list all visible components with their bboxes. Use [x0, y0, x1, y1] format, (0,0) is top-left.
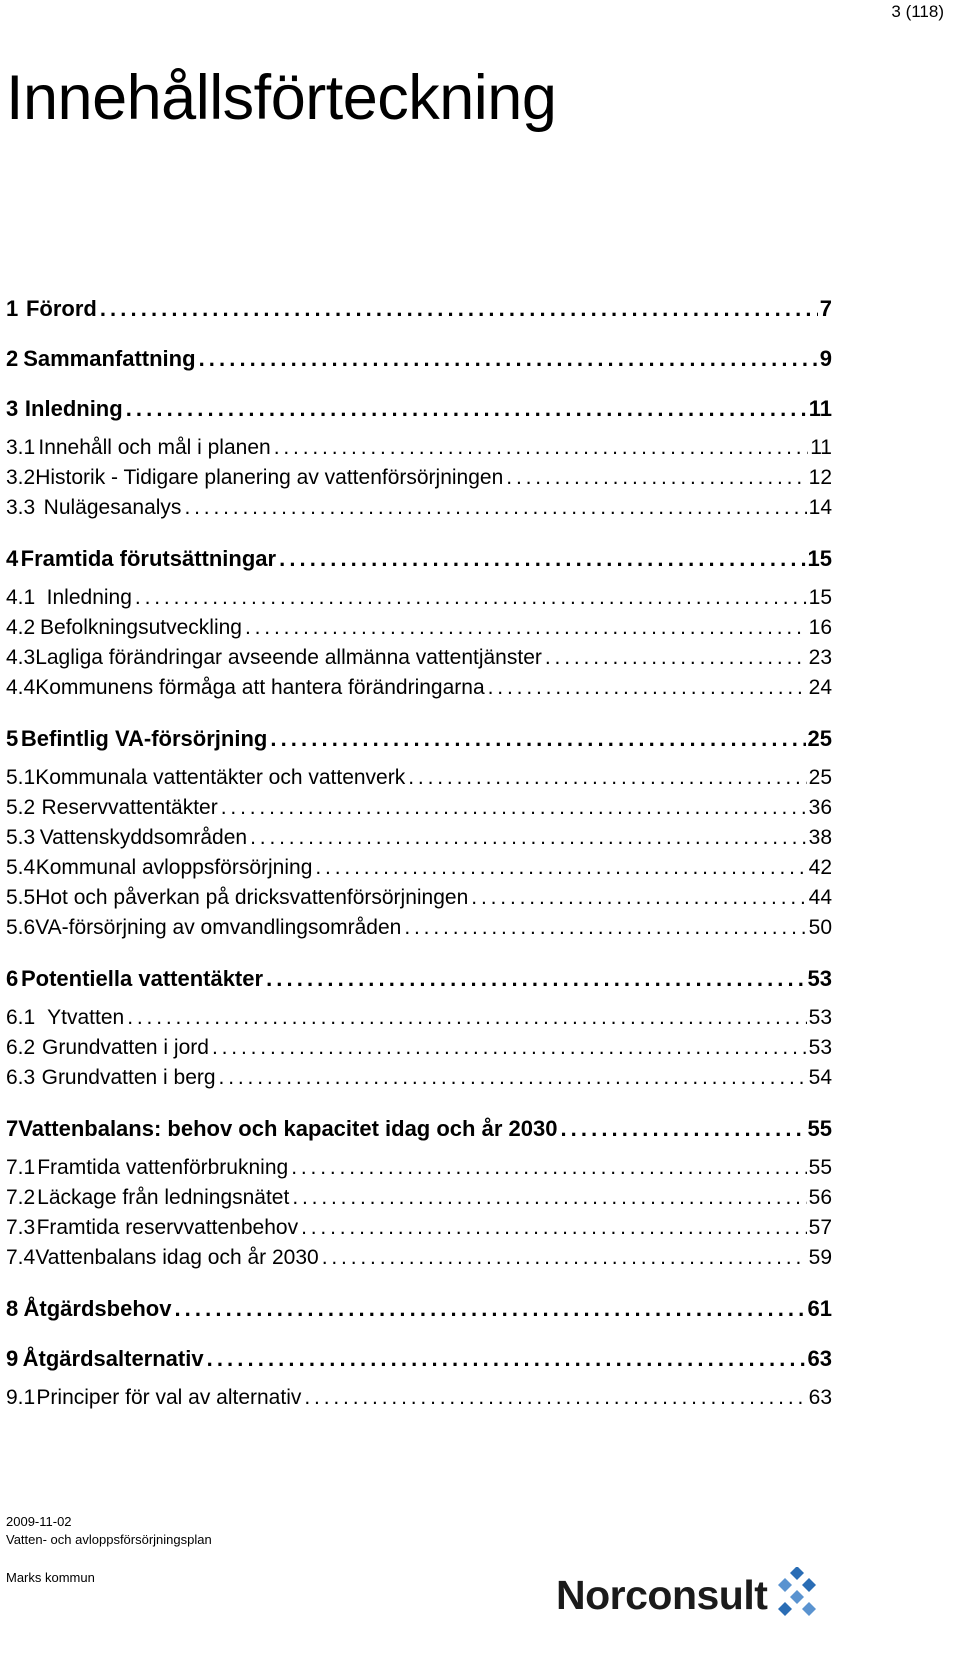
toc-chapter-entry[interactable]: [6, 965, 832, 993]
toc-entry-number: 4.2: [6, 616, 36, 639]
toc-entry-title: Inledning: [24, 396, 123, 421]
toc-dot-leader: [270, 725, 805, 753]
toc-section-entry[interactable]: [6, 613, 832, 643]
logo-diamond-icon: [771, 1567, 823, 1619]
footer-client: Marks kommun: [6, 1570, 95, 1585]
toc-dot-leader: [219, 1063, 807, 1093]
toc-dot-leader: [560, 1115, 805, 1143]
toc-entry-page: 50: [808, 916, 832, 939]
toc-entry-page: 53: [807, 966, 832, 991]
toc-entry-page: 57: [808, 1216, 832, 1239]
toc-entry-number: 6: [6, 966, 19, 991]
toc-dot-leader: [100, 295, 818, 323]
toc-entry-page: 9: [819, 346, 832, 371]
toc-dot-leader: [322, 1243, 807, 1273]
toc-dot-leader: [221, 793, 807, 823]
toc-entry-page: 42: [808, 856, 832, 879]
toc-dot-leader: [212, 1033, 807, 1063]
toc-entry-title: Befintlig VA-försörjning: [20, 726, 268, 751]
toc-dot-leader: [404, 913, 806, 943]
toc-dot-leader: [315, 853, 806, 883]
toc-entry-title: Kommunala vattentäkter och vattenverk: [35, 766, 406, 789]
toc-entry-page: 54: [808, 1066, 832, 1089]
page-number: 3 (118): [891, 2, 944, 21]
toc-entry-title: Principer för val av alternativ: [36, 1386, 302, 1409]
toc-entry-title: Historik - Tidigare planering av vattenförsörjningen: [35, 466, 504, 489]
toc-dot-leader: [471, 883, 806, 913]
toc-entry-page: 53: [808, 1036, 832, 1059]
toc-entry-page: 15: [807, 546, 832, 571]
toc-dot-leader: [274, 433, 809, 463]
toc-entry-page: 44: [808, 886, 832, 909]
toc-entry-page: 25: [807, 726, 832, 751]
toc-entry-title: Grundvatten i jord: [42, 1036, 209, 1059]
toc-section-entry[interactable]: [6, 883, 832, 913]
logo-diamond-shape: [790, 1590, 804, 1604]
toc-entry-page: 7: [819, 296, 832, 321]
toc-section-entry[interactable]: [6, 493, 832, 523]
toc-entry-number: 5.6: [6, 916, 36, 939]
toc-entry-title: Sammanfattning: [23, 346, 196, 371]
toc-entry-page: 16: [808, 616, 832, 639]
toc-section-entry[interactable]: [6, 673, 832, 703]
toc-entry-page: 61: [807, 1296, 832, 1321]
toc-entry-number: 9: [6, 1346, 19, 1371]
toc-entry-number: 5.3: [6, 826, 36, 849]
toc-section-entry[interactable]: [6, 1003, 832, 1033]
toc-entry-number: 6.3: [6, 1066, 36, 1089]
toc-section-entry[interactable]: [6, 433, 832, 463]
toc-entry-number: 4.3: [6, 646, 36, 669]
toc-chapter-entry[interactable]: [6, 1345, 832, 1373]
toc-entry-title: Befolkningsutveckling: [40, 616, 242, 639]
toc-section-entry[interactable]: [6, 823, 832, 853]
toc-chapter-entry[interactable]: [6, 395, 832, 423]
toc-section-entry[interactable]: [6, 463, 832, 493]
toc-dot-leader: [301, 1213, 807, 1243]
toc-entry-number: 9.1: [6, 1386, 36, 1409]
toc-entry-number: 6.2: [6, 1036, 36, 1059]
logo-diamond-shape: [790, 1567, 804, 1580]
toc-entry-page: 36: [808, 796, 832, 819]
toc-entry-number: 7.1: [6, 1156, 36, 1179]
toc-entry-title: Framtida vattenförbrukning: [37, 1156, 289, 1179]
toc-chapter-entry[interactable]: [6, 725, 832, 753]
toc-entry-title: Grundvatten i berg: [41, 1066, 216, 1089]
toc-entry-page: 11: [810, 436, 832, 459]
toc-dot-leader: [408, 763, 806, 793]
toc-dot-leader: [127, 1003, 806, 1033]
table-of-contents: [6, 295, 832, 1413]
toc-entry-title: Kommunens förmåga att hantera förändringarna: [35, 676, 485, 699]
logo-wordmark: Norconsult: [556, 1572, 768, 1618]
toc-entry-title: Reservvattentäkter: [41, 796, 218, 819]
logo-diamond-shape: [778, 1602, 792, 1616]
toc-chapter-entry[interactable]: [6, 345, 832, 373]
toc-chapter-entry[interactable]: [6, 1295, 832, 1323]
logo-diamond-shape: [778, 1578, 792, 1592]
toc-entry-title: Kommunal avloppsförsörjning: [35, 856, 313, 879]
toc-entry-page: 59: [808, 1246, 832, 1269]
toc-entry-title: Förord: [25, 296, 97, 321]
toc-section-entry[interactable]: [6, 1033, 832, 1063]
toc-entry-page: 55: [807, 1116, 832, 1141]
norconsult-logo: [556, 1572, 767, 1619]
toc-entry-page: 56: [808, 1186, 832, 1209]
toc-entry-number: 7.4: [6, 1246, 36, 1269]
toc-dot-leader: [199, 345, 818, 373]
toc-chapter-entry[interactable]: [6, 295, 832, 323]
toc-dot-leader: [184, 493, 806, 523]
toc-dot-leader: [174, 1295, 805, 1323]
toc-entry-number: 7.2: [6, 1186, 36, 1209]
toc-entry-title: Läckage från ledningsnätet: [37, 1186, 290, 1209]
page-title: Innehållsförteckning: [6, 63, 557, 133]
toc-entry-page: 14: [808, 496, 832, 519]
toc-section-entry[interactable]: [6, 913, 832, 943]
footer-date: 2009-11-02: [6, 1514, 72, 1529]
toc-entry-title: Vattenskyddsområden: [39, 826, 248, 849]
footer-document-title: Vatten- och avloppsförsörjningsplan: [6, 1532, 212, 1547]
toc-section-entry[interactable]: [6, 853, 832, 883]
toc-entry-number: 7: [6, 1116, 19, 1141]
toc-dot-leader: [126, 395, 807, 423]
toc-chapter-entry[interactable]: [6, 545, 832, 573]
toc-dot-leader: [292, 1183, 806, 1213]
toc-dot-leader: [545, 643, 807, 673]
toc-entry-number: 3: [6, 396, 19, 421]
toc-entry-page: 23: [808, 646, 832, 669]
toc-section-entry[interactable]: [6, 1183, 832, 1213]
toc-dot-leader: [279, 545, 805, 573]
toc-entry-title: Åtgärdsalternativ: [22, 1346, 204, 1371]
toc-section-entry[interactable]: [6, 1063, 832, 1093]
toc-dot-leader: [488, 673, 807, 703]
toc-entry-page: 25: [808, 766, 832, 789]
toc-entry-number: 6.1: [6, 1006, 36, 1029]
toc-entry-title: Potentiella vattentäkter: [20, 966, 264, 991]
toc-entry-number: 5.5: [6, 886, 36, 909]
toc-entry-title: Innehåll och mål i planen: [38, 436, 271, 459]
toc-dot-leader: [250, 823, 807, 853]
toc-entry-title: Framtida förutsättningar: [20, 546, 277, 571]
toc-entry-title: Vattenbalans idag och år 2030: [35, 1246, 319, 1269]
toc-dot-leader: [304, 1383, 806, 1413]
toc-entry-title: Inledning: [46, 586, 132, 609]
toc-entry-number: 3.3: [6, 496, 36, 519]
toc-entry-number: 5: [6, 726, 19, 751]
toc-dot-leader: [266, 965, 805, 993]
toc-entry-page: 11: [808, 396, 832, 421]
toc-entry-number: 3.2: [6, 466, 36, 489]
toc-entry-number: 4.4: [6, 676, 36, 699]
toc-section-entry[interactable]: [6, 643, 832, 673]
toc-entry-title: Åtgärdsbehov: [23, 1296, 172, 1321]
toc-dot-leader: [506, 463, 806, 493]
toc-entry-title: VA-försörjning av omvandlingsområden: [35, 916, 402, 939]
toc-section-entry[interactable]: [6, 1213, 832, 1243]
logo-diamond-shape: [802, 1602, 816, 1616]
toc-entry-page: 55: [808, 1156, 832, 1179]
toc-entry-title: Lagliga förändringar avseende allmänna vattentjänster: [35, 646, 542, 669]
toc-entry-number: 3.1: [6, 436, 36, 459]
toc-dot-leader: [207, 1345, 806, 1373]
toc-entry-number: 4: [6, 546, 19, 571]
toc-section-entry[interactable]: [6, 793, 832, 823]
toc-section-entry[interactable]: [6, 583, 832, 613]
toc-entry-title: Hot och påverkan på dricksvattenförsörjningen: [35, 886, 469, 909]
toc-entry-page: 24: [808, 676, 832, 699]
toc-chapter-entry[interactable]: [6, 1115, 832, 1143]
toc-entry-title: Ytvatten: [47, 1006, 125, 1029]
toc-entry-title: Framtida reservvattenbehov: [36, 1216, 299, 1239]
toc-entry-number: 4.1: [6, 586, 36, 609]
toc-entry-page: 15: [808, 586, 832, 609]
toc-section-entry[interactable]: [6, 763, 832, 793]
toc-entry-page: 38: [808, 826, 832, 849]
toc-entry-page: 63: [808, 1386, 832, 1409]
toc-entry-title: Nulägesanalys: [43, 496, 182, 519]
toc-entry-number: 5.1: [6, 766, 36, 789]
toc-entry-number: 5.2: [6, 796, 36, 819]
toc-section-entry[interactable]: [6, 1243, 832, 1273]
toc-entry-number: 5.4: [6, 856, 36, 879]
toc-entry-page: 53: [808, 1006, 832, 1029]
toc-entry-title: Vattenbalans: behov och kapacitet idag och år 2030: [18, 1116, 558, 1141]
toc-dot-leader: [135, 583, 807, 613]
toc-entry-page: 63: [807, 1346, 832, 1371]
toc-entry-number: 8: [6, 1296, 19, 1321]
toc-dot-leader: [245, 613, 807, 643]
toc-section-entry[interactable]: [6, 1153, 832, 1183]
toc-section-entry[interactable]: [6, 1383, 832, 1413]
logo-diamond-shape: [802, 1578, 816, 1592]
toc-entry-number: 7.3: [6, 1216, 36, 1239]
toc-entry-number: 1: [6, 296, 19, 321]
toc-entry-number: 2: [6, 346, 19, 371]
toc-dot-leader: [291, 1153, 806, 1183]
toc-entry-page: 12: [808, 466, 832, 489]
